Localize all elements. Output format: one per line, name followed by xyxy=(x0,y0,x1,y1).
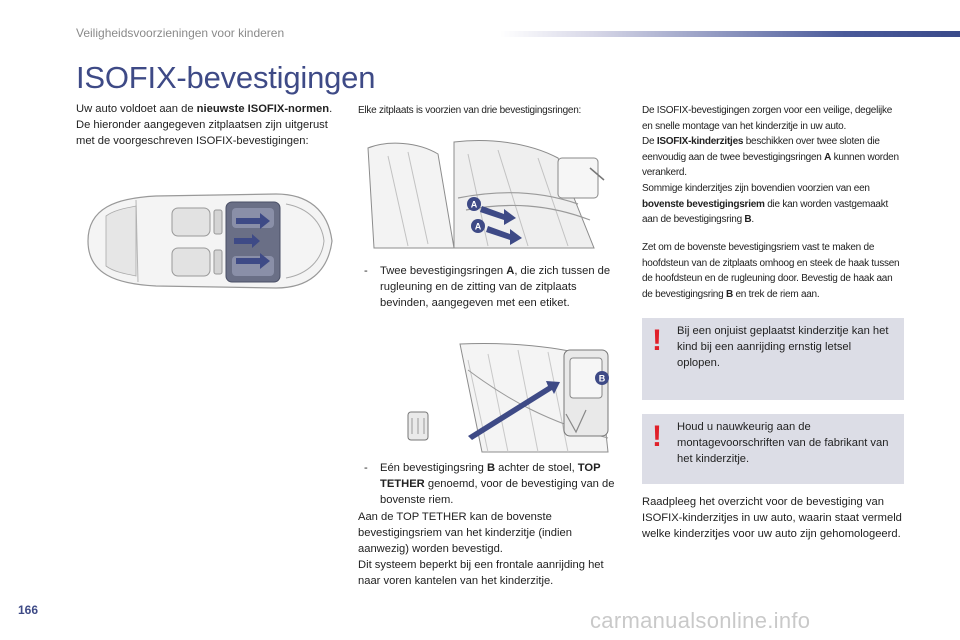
right-p2-bold2: A xyxy=(824,151,832,163)
intro-p1-pre: Uw auto voldoet aan de xyxy=(76,103,197,115)
right-p3-bold2: B xyxy=(744,214,752,226)
item-a-pre: Twee bevestigingsringen xyxy=(380,265,507,277)
right-p4-bold: B xyxy=(725,288,733,300)
right-p3-post: . xyxy=(751,214,754,226)
watermark: carmanualsonline.info xyxy=(590,608,811,633)
warning-box-2 xyxy=(642,414,904,484)
item-b-dash: - xyxy=(364,462,368,474)
item-b-mid: achter de stoel, xyxy=(495,462,578,474)
right-p4-pre: Zet om de bovenste bevestigingsriem vast te maken de hoofdsteun van de zitplaats omhoog en steek de haak tussen de hoofdsteun en de rugleuning door. Bevestig de haak aan de bevestigingsring xyxy=(642,242,900,300)
right-p4 xyxy=(642,240,904,302)
warning-1-text: Bij een onjuist geplaatst kinderzitje kan het kind bij een aanrijding ernstig letsel oplopen. xyxy=(677,325,889,369)
warning-icon: ! xyxy=(652,324,662,357)
page-number: 166 xyxy=(18,603,39,617)
top-tether-para2: Dit systeem beperkt bij een frontale aanrijding het naar voren kantelen van het kinderzitje. xyxy=(358,559,604,587)
item-a xyxy=(364,263,622,311)
item-b-bold1: B xyxy=(486,462,496,474)
header-gradient-bar xyxy=(500,31,960,37)
top-tether-para1: Aan de TOP TETHER kan de bovenste bevestigingsriem van het kinderzitje (indien aanwezig) worden bevestigd. xyxy=(358,511,572,555)
right-p3-bold: bovenste bevestigingsriem xyxy=(642,198,765,210)
top-tether-ring-b-illustration xyxy=(398,340,620,454)
item-b-bold2: TOP TETHER xyxy=(380,462,601,490)
item-b xyxy=(364,460,622,508)
item-a-bold: A xyxy=(506,265,515,277)
item-b-pre: Eén bevestigingsring xyxy=(380,462,487,474)
car-top-view-illustration xyxy=(76,186,338,296)
right-p3-mid: die kan worden vastgemaakt aan de bevestigingsring xyxy=(642,198,889,226)
intro-p1-bold: nieuwste ISOFIX-normen xyxy=(196,103,330,115)
warning-icon: ! xyxy=(652,420,662,453)
right-p3-pre: Sommige kinderzitjes zijn bovendien voorzien van een xyxy=(642,182,870,194)
right-p1: De ISOFIX-bevestigingen zorgen voor een veilige, degelijke en snelle montage van het kinderzitje in uw auto. xyxy=(642,105,893,132)
item-a-post: , die zich tussen de rugleuning en de zitting van de zitplaats bevinden, aangegeven met een etiket. xyxy=(380,265,611,309)
right-intro-text xyxy=(642,103,904,228)
marker-a-label-2: A xyxy=(474,221,482,232)
section-header: Veiligheidsvoorzieningen voor kinderen xyxy=(76,26,285,40)
item-a-dash: - xyxy=(364,265,368,277)
page-title: ISOFIX-bevestigingen xyxy=(76,60,376,95)
isofix-ring-a-illustration xyxy=(358,128,614,256)
intro-p2: De hieronder aangegeven zitplaatsen zijn uitgerust met de voorgeschreven ISOFIX-bevestigingen: xyxy=(76,119,328,147)
warning-2-text: Houd u nauwkeurig aan de montagevoorschriften van de fabrikant van het kinderzitje. xyxy=(677,421,889,465)
intro-text xyxy=(76,101,338,149)
item-b-post: genoemd, voor de bevestiging van de bovenste riem. xyxy=(380,478,615,506)
right-p2-post: kunnen worden verankerd. xyxy=(642,151,899,179)
marker-a-label-1: A xyxy=(470,199,478,210)
closing-text: Raadpleeg het overzicht voor de bevestiging van ISOFIX-kinderzitjes in uw auto, waarin staat vermeld welke kinderzitjes voor uw auto zijn gehomologeerd. xyxy=(642,496,902,540)
middle-lead: Elke zitplaats is voorzien van drie bevestigingsringen: xyxy=(358,105,582,116)
right-p4-post: en trek de riem aan. xyxy=(732,288,820,300)
intro-p1-post: . xyxy=(329,103,333,115)
right-p2-mid: beschikken over twee sloten die eenvoudig aan de twee bevestigingsringen xyxy=(642,136,880,163)
right-p2-bold: ISOFIX-kinderzitjes xyxy=(656,136,744,148)
warning-box-1 xyxy=(642,318,904,400)
top-tether-text xyxy=(358,509,624,589)
marker-b-label: B xyxy=(598,373,606,384)
right-p2-pre: De xyxy=(642,136,657,148)
